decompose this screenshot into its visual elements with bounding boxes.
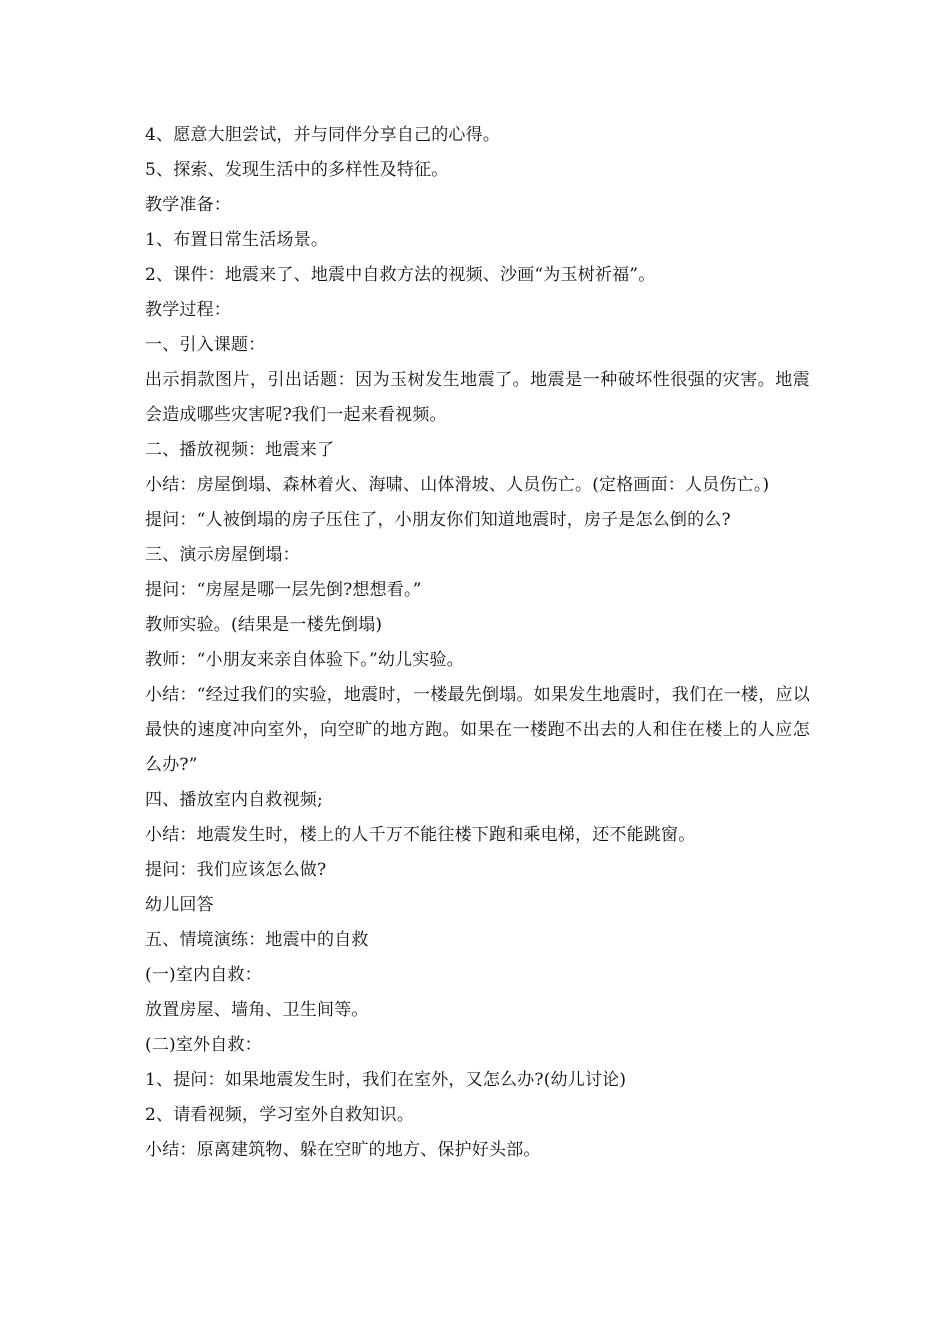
subheading-outdoor: (二)室外自救：: [145, 1035, 262, 1055]
paragraph-question-3: 提问：我们应该怎么做?: [145, 860, 327, 880]
paragraph-question-1: 提问：“人被倒塌的房子压住了，小朋友你们知道地震时，房子是怎么倒的么?: [145, 510, 731, 530]
paragraph-summary-1: 小结：房屋倒塌、森林着火、海啸、山体滑坡、人员伤亡。(定格画面：人员伤亡。): [145, 475, 770, 495]
paragraph-question-2: 提问：“房屋是哪一层先倒?想想看。”: [145, 580, 422, 600]
paragraph-summary-2: 小结：“经过我们的实验，地震时，一楼最先倒塌。如果发生地震时，我们在一楼，应以最快的速度冲向室外，向空旷的地方跑。如果在一楼跑不出去的人和住在楼上的人应怎么办?”: [145, 685, 810, 775]
paragraph-prep-2: 2、课件：地震来了、地震中自救方法的视频、沙画“为玉树祈福”。: [145, 265, 656, 285]
paragraph-indoor: 放置房屋、墙角、卫生间等。: [145, 1000, 369, 1020]
paragraph-intro: 出示捐款图片，引出话题：因为玉树发生地震了。地震是一种破坏性很强的灾害。地震会造成哪些灾害呢?我们一起来看视频。: [145, 370, 810, 425]
paragraph-summary-4: 小结：原离建筑物、躲在空旷的地方、保护好头部。: [145, 1140, 541, 1160]
step-heading-5: 五、情境演练：地震中的自救: [145, 930, 369, 950]
paragraph-goal-4: 4、愿意大胆尝试，并与同伴分享自己的心得。: [145, 125, 501, 145]
document-body: [145, 118, 810, 1168]
step-heading-4: 四、播放室内自救视频;: [145, 790, 323, 810]
step-heading-3: 三、演示房屋倒塌：: [145, 545, 300, 565]
paragraph-child-answer: 幼儿回答: [145, 895, 214, 915]
paragraph-outdoor-1: 1、提问：如果地震发生时，我们在室外，又怎么办?(幼儿讨论): [145, 1070, 627, 1090]
paragraph-teacher: 教师：“小朋友来亲自体验下。”幼儿实验。: [145, 650, 464, 670]
section-heading-preparation: 教学准备：: [145, 195, 231, 215]
paragraph-goal-5: 5、探索、发现生活中的多样性及特征。: [145, 160, 449, 180]
paragraph-prep-1: 1、布置日常生活场景。: [145, 230, 329, 250]
paragraph-experiment: 教师实验。(结果是一楼先倒塌): [145, 615, 383, 635]
step-heading-1: 一、引入课题：: [145, 335, 266, 355]
paragraph-outdoor-2: 2、请看视频，学习室外自救知识。: [145, 1105, 415, 1125]
paragraph-summary-3: 小结：地震发生时，楼上的人千万不能往楼下跑和乘电梯，还不能跳窗。: [145, 825, 696, 845]
section-heading-process: 教学过程：: [145, 300, 231, 320]
subheading-indoor: (一)室内自救：: [145, 965, 262, 985]
step-heading-2: 二、播放视频：地震来了: [145, 440, 335, 460]
